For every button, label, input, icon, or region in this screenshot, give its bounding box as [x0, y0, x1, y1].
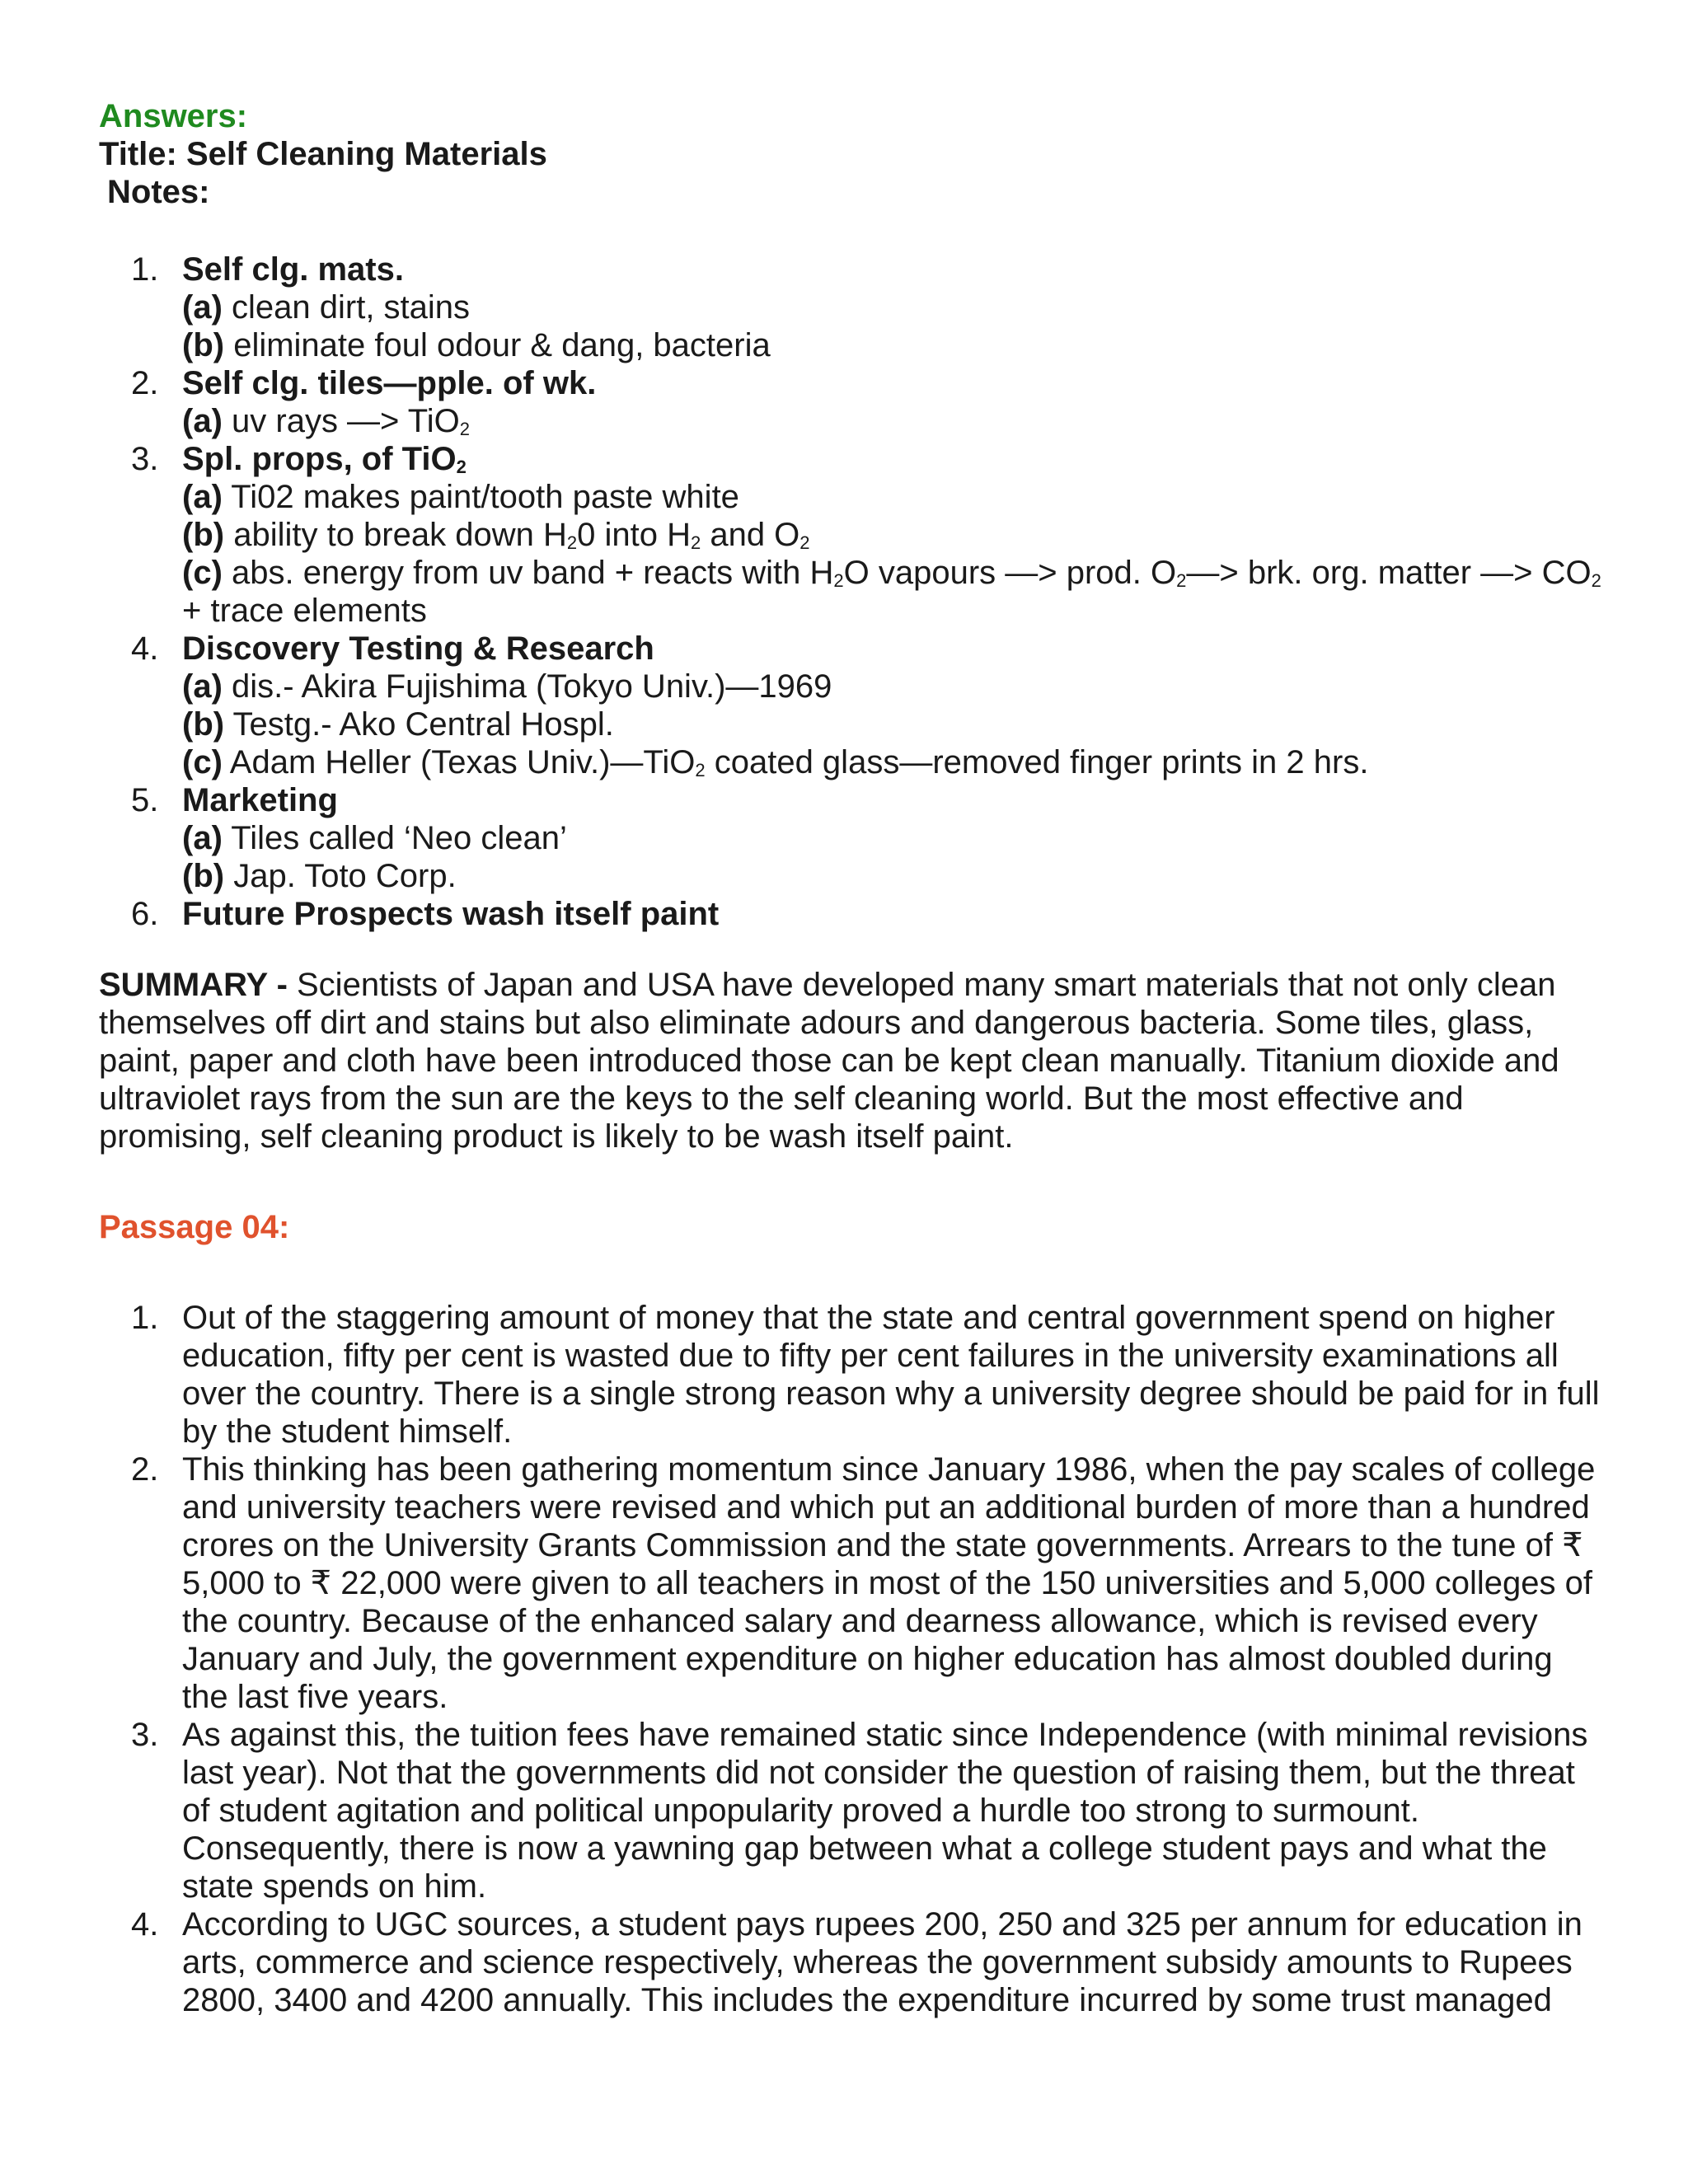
- sub-text: and O: [701, 517, 800, 553]
- document-page: [99, 97, 1607, 2019]
- sub-text: abs. energy from uv band + reacts with H: [232, 555, 834, 591]
- sub-text: clean dirt, stains: [232, 289, 471, 326]
- passage-text: As against this, the tuition fees have remained static since Independence (with minimal revisions last year). Not that the governments did not consider the question of raising them, but the threat of student agitation and political unpopularity proved a hurdle too strong to surmount. Consequently, there is now a yawning gap between what a college student pays and what the state spends on him.: [182, 1717, 1588, 1905]
- outline-item: [99, 630, 1607, 781]
- sub-text: O vapours —> prod. O: [843, 555, 1177, 591]
- outline-item: [99, 895, 1607, 933]
- subscript: 2: [566, 532, 578, 553]
- item-number: 3.: [131, 441, 159, 477]
- passage-item: [99, 1299, 1607, 1451]
- passage-text: Out of the staggering amount of money that the state and central government spend on higher education, fifty per cent is wasted due to fifty per cent failures in the university examinations all over the country. There is a single strong reason why a university degree should be paid for in full by the student himself.: [182, 1300, 1600, 1450]
- subscript: 2: [690, 532, 701, 553]
- sub-point: [182, 288, 1607, 326]
- sub-marker: (a): [182, 289, 223, 326]
- item-heading: Self clg. tiles—pple. of wk.: [182, 365, 597, 401]
- passage-item: [99, 1905, 1607, 2019]
- outline-item: [99, 364, 1607, 440]
- sub-point: [182, 705, 1607, 743]
- sub-marker: (c): [182, 744, 223, 780]
- sub-marker: (b): [182, 517, 225, 553]
- sub-marker: (c): [182, 555, 223, 591]
- summary-paragraph: [99, 966, 1607, 1155]
- sub-point: [182, 819, 1607, 857]
- sub-marker: (a): [182, 403, 223, 439]
- answers-heading: Answers:: [99, 98, 248, 134]
- passage-item: [99, 1451, 1607, 1716]
- item-number: 1.: [131, 1300, 159, 1336]
- passage-heading: Passage 04:: [99, 1209, 290, 1245]
- sub-marker: (a): [182, 820, 223, 856]
- sub-text: coated glass—removed finger prints in 2 hrs.: [705, 744, 1369, 780]
- item-heading: [182, 441, 467, 477]
- sub-marker: (b): [182, 706, 225, 743]
- sub-text: Ti02 makes paint/tooth paste white: [231, 479, 739, 515]
- item-heading: Self clg. mats.: [182, 251, 404, 288]
- sub-marker: (a): [182, 479, 223, 515]
- heading-text: Spl. props, of TiO: [182, 441, 457, 477]
- item-heading: Discovery Testing & Research: [182, 630, 654, 667]
- sub-text: + trace elements: [182, 593, 427, 629]
- item-number: 1.: [131, 251, 159, 288]
- sub-text: Testg.- Ako Central Hospl.: [232, 706, 614, 743]
- passage-text: This thinking has been gathering momentum since January 1986, when the pay scales of college and university teachers were revised and which put an additional burden of more than a hundred crores on the University Grants Commission and the state governments. Arrears to the tune of ₹ 5,000 to ₹ 22,000 were given to all teachers in most of the 150 universities and 5,000 colleges of the country. Because of the enhanced salary and dearness allowance, which is revised every January and July, the government expenditure on higher education has almost doubled during the last five years.: [182, 1451, 1596, 1715]
- subscript: 2: [459, 419, 471, 439]
- subscript: 2: [695, 760, 706, 780]
- sub-text: Adam Heller (Texas Univ.)—TiO: [229, 744, 696, 780]
- subscript: 2: [833, 570, 844, 591]
- outline-item: [99, 781, 1607, 895]
- sub-point: [182, 478, 1607, 516]
- summary-text: Scientists of Japan and USA have developed many smart materials that not only clean themselves off dirt and stains but also eliminate adours and dangerous bacteria. Some tiles, glass, paint, paper and cloth have been introduced those can be kept clean manually. Titanium dioxide and ultraviolet rays from the sun are the keys to the self cleaning world. But the most effective and promising, self cleaning product is likely to be wash itself paint.: [99, 967, 1559, 1155]
- sub-text: ability to break down H: [233, 517, 567, 553]
- item-number: 5.: [131, 782, 159, 818]
- sub-text: Tiles called ‘Neo clean’: [231, 820, 567, 856]
- item-number: 4.: [131, 630, 159, 667]
- sub-marker: (b): [182, 858, 225, 894]
- sub-text: —> brk. org. matter —> CO: [1186, 555, 1592, 591]
- sub-marker: (b): [182, 327, 225, 363]
- sub-point: [182, 516, 1607, 554]
- passage-list: [99, 1299, 1607, 2019]
- sub-point: [182, 326, 1607, 364]
- item-number: 2.: [131, 1451, 159, 1488]
- notes-heading: Notes:: [107, 174, 210, 210]
- notes-outline: [99, 251, 1607, 933]
- item-number: 3.: [131, 1717, 159, 1753]
- item-number: 2.: [131, 365, 159, 401]
- passage-item: [99, 1716, 1607, 1905]
- summary-label: SUMMARY -: [99, 967, 297, 1003]
- subscript: 2: [799, 532, 810, 553]
- sub-point: [182, 554, 1607, 630]
- passage-text: According to UGC sources, a student pays rupees 200, 250 and 325 per annum for education in arts, commerce and science respectively, whereas the government subsidy amounts to Rupees 2800, 3400 and 4200 annually. This includes the expenditure incurred by some trust managed: [182, 1906, 1582, 2018]
- item-heading: Future Prospects wash itself paint: [182, 896, 720, 932]
- item-number: 6.: [131, 896, 159, 932]
- sub-text: dis.- Akira Fujishima (Tokyo Univ.)—1969: [232, 668, 832, 705]
- sub-text: eliminate foul odour & dang, bacteria: [233, 327, 771, 363]
- item-number: 4.: [131, 1906, 159, 1943]
- subscript: 2: [1591, 570, 1601, 591]
- item-heading: Marketing: [182, 782, 338, 818]
- subscript: 2: [1176, 570, 1187, 591]
- outline-item: [99, 251, 1607, 364]
- sub-point: [182, 668, 1607, 705]
- outline-item: [99, 440, 1607, 630]
- sub-text: 0 into H: [577, 517, 691, 553]
- sub-point: [182, 857, 1607, 895]
- sub-text: uv rays —> TiO: [232, 403, 460, 439]
- answer-title: Title: Self Cleaning Materials: [99, 136, 547, 172]
- sub-text: Jap. Toto Corp.: [233, 858, 457, 894]
- subscript: 2: [456, 457, 467, 477]
- sub-point: [182, 743, 1607, 781]
- sub-point: [182, 402, 1607, 440]
- sub-marker: (a): [182, 668, 223, 705]
